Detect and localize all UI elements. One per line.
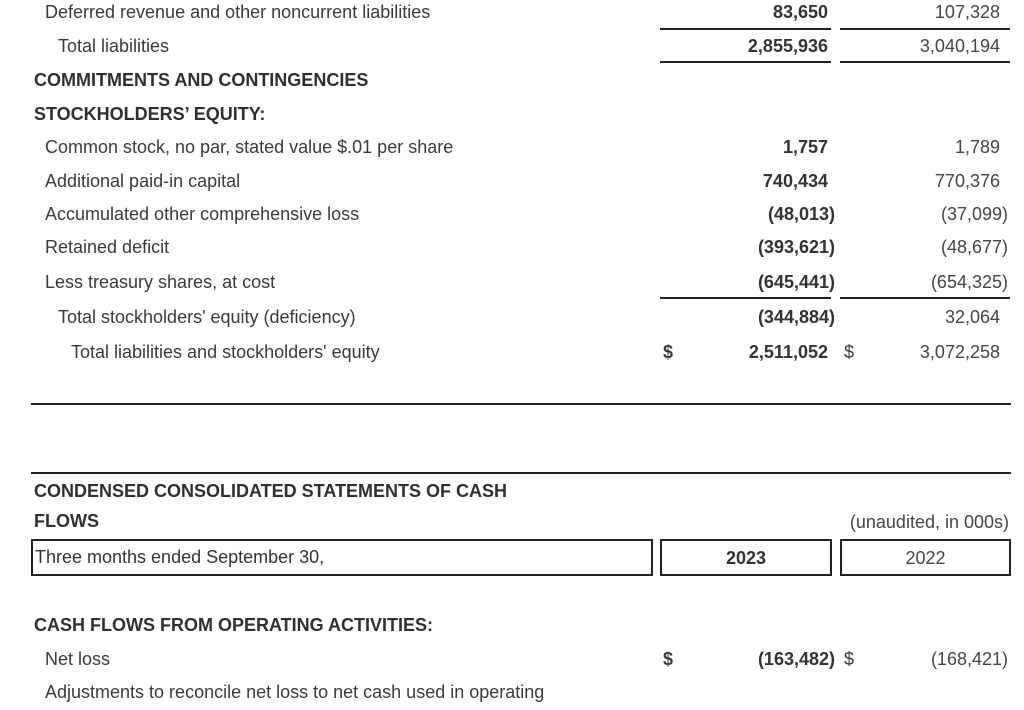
row-label: Total liabilities and stockholders' equity xyxy=(71,342,380,362)
value-2023: 1,757 xyxy=(782,137,828,157)
value-2023: (48,013) xyxy=(767,204,835,224)
dollar-sign: $ xyxy=(663,649,674,669)
value-2023: 2,855,936 xyxy=(747,36,828,56)
row-label: Additional paid-in capital xyxy=(45,171,241,191)
section-header: STOCKHOLDERS’ EQUITY: xyxy=(34,104,266,124)
value-2022: (48,677) xyxy=(940,237,1008,257)
statement-title: CONDENSED CONSOLIDATED STATEMENTS OF CASH xyxy=(34,481,508,501)
year-header-2022 xyxy=(840,539,1011,576)
row-label: Total stockholders' equity (deficiency) xyxy=(58,307,356,327)
subtotal-rule-2023 xyxy=(660,297,831,299)
value-2023: 83,650 xyxy=(772,2,828,22)
unaudited-note: (unaudited, in 000s) xyxy=(849,512,1009,532)
year-current: 2023 xyxy=(725,548,767,568)
value-2022: 3,072,258 xyxy=(919,342,1000,362)
dollar-sign: $ xyxy=(844,342,855,362)
value-2022: 770,376 xyxy=(934,171,1000,191)
row-label: Less treasury shares, at cost xyxy=(45,272,276,292)
period-header-cell xyxy=(31,539,653,576)
section-header: COMMITMENTS AND CONTINGENCIES xyxy=(34,70,369,90)
statement-title-cont: FLOWS xyxy=(34,511,99,531)
row-label: Total liabilities xyxy=(58,36,170,56)
row-label: Common stock, no par, stated value $.01 per share xyxy=(45,137,454,157)
value-2023: (393,621) xyxy=(757,237,835,257)
total-rule-2023 xyxy=(660,61,831,63)
dollar-sign: $ xyxy=(663,342,674,362)
value-2023: (344,884) xyxy=(757,307,835,327)
value-2023: 2,511,052 xyxy=(748,342,828,362)
section-header: CASH FLOWS FROM OPERATING ACTIVITIES: xyxy=(34,615,433,635)
value-2022: 32,064 xyxy=(944,307,1000,327)
subtotal-rule-2023 xyxy=(660,28,831,30)
period-label: Three months ended September 30, xyxy=(35,547,325,567)
value-2022: (168,421) xyxy=(930,649,1008,669)
row-label: Retained deficit xyxy=(45,237,170,257)
value-2022: (654,325) xyxy=(930,272,1008,292)
year-prior: 2022 xyxy=(905,548,946,568)
total-rule-2022 xyxy=(840,61,1010,63)
value-2022: 3,040,194 xyxy=(919,36,1000,56)
row-label: Adjustments to reconcile net loss to net cash used in operating xyxy=(45,682,545,702)
value-2023: 740,434 xyxy=(762,171,828,191)
section-top-rule xyxy=(31,472,1011,474)
subtotal-rule-2022 xyxy=(840,28,1010,30)
value-2022: 107,328 xyxy=(934,2,1000,22)
row-label: Accumulated other comprehensive loss xyxy=(45,204,360,224)
value-2023: (645,441) xyxy=(757,272,835,292)
section-divider xyxy=(31,403,1011,405)
dollar-sign: $ xyxy=(844,649,855,669)
year-header-2023 xyxy=(660,539,832,576)
row-label: Net loss xyxy=(45,649,111,669)
subtotal-rule-2022 xyxy=(840,297,1010,299)
value-2022: (37,099) xyxy=(940,204,1008,224)
value-2023: (163,482) xyxy=(757,649,835,669)
value-2022: 1,789 xyxy=(954,137,1000,157)
row-label: Deferred revenue and other noncurrent liabilities xyxy=(45,2,431,22)
